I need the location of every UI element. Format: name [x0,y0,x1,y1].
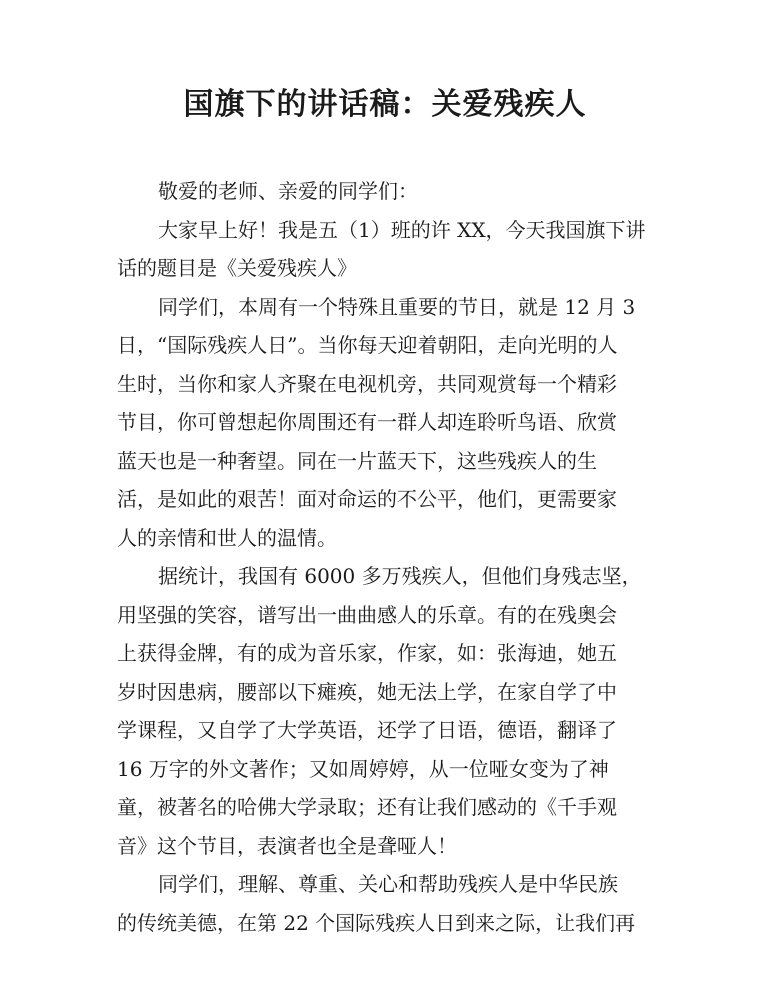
document-title: 国旗下的讲话稿：关爱残疾人 [183,87,587,122]
body-line: 人的亲情和世人的温情。 [117,525,337,550]
body-line: 同学们，理解、尊重、关心和帮助残疾人是中华民族 [158,872,618,896]
body-line: 同学们，本周有一个特殊且重要的节日，就是 12 月 3 [158,294,636,319]
body-line: 学课程，又自学了大学英语，还学了日语，德语，翻译了 [117,718,617,742]
body-line: 话的题目是《关爱残疾人》 [117,256,357,280]
body-line: 16 万字的外文著作；又如周婷婷，从一位哑女变为了神 [117,756,609,781]
body-line: 日，“国际残疾人日”。当你每天迎着朝阳，走向光明的人 [117,333,618,357]
body-line: 用坚强的笑容，谱写出一曲曲感人的乐章。有的在残奥会 [117,602,617,627]
body-line: 蓝天也是一种奢望。同在一片蓝天下，这些残疾人的生 [117,448,597,473]
body-line: 岁时因患病，腰部以下瘫痪，她无法上学，在家自学了中 [117,679,617,704]
body-line: 节目，你可曾想起你周围还有一群人却连聆听鸟语、欣赏 [117,410,617,434]
body-line: 生时，当你和家人齐聚在电视机旁，共同观赏每一个精彩 [117,371,617,396]
body-line: 据统计，我国有 6000 多万残疾人，但他们身残志坚， [158,564,642,588]
body-line: 大家早上好！我是五（1）班的许 XX，今天我国旗下讲 [158,217,646,242]
body-line: 音》这个节目，表演者也全是聋哑人！ [117,833,457,858]
body-line: 童，被著名的哈佛大学录取；还有让我们感动的《千手观 [117,795,617,819]
body-line: 活，是如此的艰苦！面对命运的不公平，他们，更需要家 [117,487,617,511]
body-line: 上获得金牌，有的成为音乐家，作家，如：张海迪，她五 [117,641,617,665]
document-body [117,172,657,942]
salutation-line: 敬爱的老师、亲爱的同学们： [158,179,418,203]
body-line: 的传统美德，在第 22 个国际残疾人日到来之际，让我们再 [117,910,636,935]
